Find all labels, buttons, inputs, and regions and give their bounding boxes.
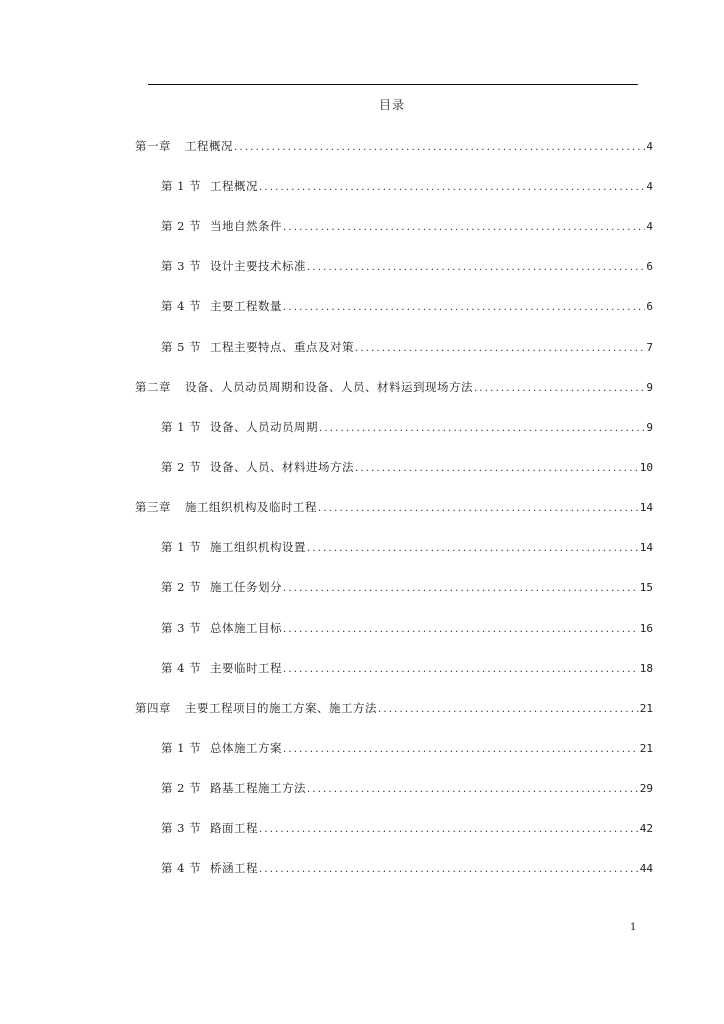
toc-page-number: 16 [639,622,653,635]
toc-page-number: 6 [646,260,653,273]
toc-section-label: 当地自然条件 [210,219,282,233]
toc-section-number: 第 1 节 [161,420,202,434]
toc-entry-section-4-1[interactable] [161,739,653,757]
toc-section-label: 施工组织机构设置 [210,540,306,554]
toc-entry-section-4-4[interactable] [161,859,653,877]
toc-entry-section-1-4[interactable] [161,297,653,315]
toc-entry-section-1-5[interactable] [161,338,653,356]
toc-leader-dots [283,621,639,639]
toc-section-number: 第 3 节 [161,821,202,835]
toc-page-number: 4 [646,180,653,193]
toc-section-label: 工程概况 [210,179,258,193]
toc-leader-dots [307,540,639,558]
toc-section-number: 第 4 节 [161,661,202,675]
toc-leader-dots [283,580,639,598]
toc-section-number: 第 1 节 [161,179,202,193]
header-rule [148,84,638,85]
toc-entry-chapter-1[interactable] [135,137,653,155]
toc-leader-dots [283,741,639,759]
toc-section-number: 第 3 节 [161,259,202,273]
toc-section-number: 第 1 节 [161,741,202,755]
toc-page-number: 6 [646,300,653,313]
toc-page-number: 4 [646,220,653,233]
toc-page-number: 29 [639,782,653,795]
toc-section-label: 桥涵工程 [210,861,258,875]
toc-leader-dots [307,259,645,277]
toc-leader-dots [283,661,639,679]
toc-section-number: 第 3 节 [161,621,202,635]
toc-section-label: 总体施工方案 [210,741,282,755]
toc-entry-section-1-3[interactable] [161,257,653,275]
toc-title: 目录 [378,98,405,112]
toc-section-label: 设计主要技术标准 [210,259,306,273]
toc-leader-dots [355,340,645,358]
toc-section-label: 路面工程 [210,821,258,835]
toc-chapter-label: 设备、人员动员周期和设备、人员、材料运到现场方法 [185,380,473,394]
toc-page-number: 21 [639,702,653,715]
toc-page-number: 9 [646,381,653,394]
toc-chapter-number: 第三章 [135,500,171,514]
page-number: 1 [630,922,637,933]
toc-entry-section-3-2[interactable] [161,578,653,596]
toc-entry-section-2-1[interactable] [161,418,653,436]
toc-page-number: 15 [639,581,653,594]
toc-section-number: 第 1 节 [161,540,202,554]
toc-chapter-number: 第一章 [135,139,171,153]
toc-page-number: 44 [639,862,653,875]
toc-entry-section-1-2[interactable] [161,217,653,235]
toc-section-label: 主要工程数量 [210,299,282,313]
toc-chapter-number: 第二章 [135,380,171,394]
toc-leader-dots [307,781,639,799]
toc-section-number: 第 4 节 [161,861,202,875]
toc-page-number: 18 [639,662,653,675]
toc-page-number: 4 [646,140,653,153]
toc-leader-dots [283,299,645,317]
toc-section-label: 设备、人员动员周期 [210,420,318,434]
toc-page-number: 9 [646,421,653,434]
toc-entry-chapter-3[interactable] [135,498,653,516]
toc-section-number: 第 5 节 [161,340,202,354]
toc-section-label: 总体施工目标 [210,621,282,635]
toc-leader-dots [319,420,645,438]
toc-page-number: 14 [639,501,653,514]
toc-chapter-label: 主要工程项目的施工方案、施工方法 [185,701,377,715]
toc-entry-chapter-2[interactable] [135,378,653,396]
toc-page-number: 14 [639,541,653,554]
toc-section-label: 工程主要特点、重点及对策 [210,340,354,354]
toc-section-label: 设备、人员、材料进场方法 [210,460,354,474]
toc-chapter-number: 第四章 [135,701,171,715]
toc-leader-dots [259,179,645,197]
toc-leader-dots [378,701,639,719]
toc-page-number: 7 [646,341,653,354]
toc-section-number: 第 2 节 [161,781,202,795]
toc-leader-dots [318,500,639,518]
toc-entry-section-4-3[interactable] [161,819,653,837]
toc-leader-dots [259,861,639,879]
toc-entry-section-4-2[interactable] [161,779,653,797]
toc-section-label: 主要临时工程 [210,661,282,675]
toc-section-number: 第 2 节 [161,460,202,474]
toc-section-number: 第 2 节 [161,219,202,233]
toc-page-number: 10 [639,461,653,474]
toc-entry-section-1-1[interactable] [161,177,653,195]
toc-chapter-label: 施工组织机构及临时工程 [185,500,317,514]
toc-page-number: 42 [639,822,653,835]
toc-entry-section-3-3[interactable] [161,619,653,637]
toc-leader-dots [259,821,639,839]
toc-entry-section-3-1[interactable] [161,538,653,556]
toc-entry-section-2-2[interactable] [161,458,653,476]
toc-section-label: 施工任务划分 [210,580,282,594]
toc-section-number: 第 2 节 [161,580,202,594]
toc-section-number: 第 4 节 [161,299,202,313]
toc-leader-dots [355,460,639,478]
toc-leader-dots [474,380,645,398]
toc-section-label: 路基工程施工方法 [210,781,306,795]
toc-entry-chapter-4[interactable] [135,699,653,717]
toc-page-number: 21 [639,742,653,755]
toc-entry-section-3-4[interactable] [161,659,653,677]
toc-leader-dots [283,219,645,237]
toc-chapter-label: 工程概况 [185,139,233,153]
toc-leader-dots [234,139,645,157]
